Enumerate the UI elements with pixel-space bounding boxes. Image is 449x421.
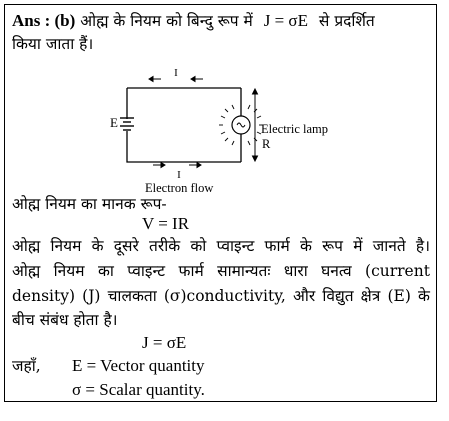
word: में (353, 237, 363, 255)
word: जानते (372, 237, 406, 255)
word: के (300, 237, 312, 255)
word: का (97, 262, 114, 280)
word: (J) (82, 287, 101, 305)
e-definition: E = Vector quantity (72, 356, 205, 375)
battery-icon (120, 118, 134, 131)
standard-formula: V = IR (142, 214, 190, 233)
word: के (418, 287, 430, 305)
word: (σ)conductivity, (163, 287, 286, 305)
circuit-wire (127, 88, 241, 162)
word: के (91, 237, 104, 255)
word: (current (365, 262, 430, 280)
word: दूसरे (113, 237, 139, 255)
word: density) (12, 287, 76, 305)
word: सामान्यतः (217, 262, 271, 280)
word: है। (415, 237, 430, 255)
word: प्वाइन्ट (216, 237, 255, 255)
word: (E) (387, 287, 411, 305)
word: ओह्म (12, 262, 41, 280)
standard-heading: ओह्म नियम का मानक रूप- (12, 195, 167, 213)
emf-label: E (110, 115, 118, 130)
word: धारा (283, 262, 308, 280)
diagram-caption: Electron flow (145, 181, 214, 195)
word: नियम (53, 262, 85, 280)
current-label-bottom: I (177, 169, 181, 181)
where-label: जहाँ, (12, 357, 41, 375)
word: फार्म (264, 237, 290, 255)
word: और (292, 287, 316, 305)
lamp-label: Electric lamp (261, 122, 328, 136)
current-label-top: I (174, 67, 178, 79)
paragraph-line-3 (12, 287, 430, 305)
word: रूप (322, 237, 343, 255)
word: फार्म (178, 262, 204, 280)
sigma-definition: σ = Scalar quantity. (72, 380, 205, 399)
resistance-bracket (253, 89, 258, 161)
word: को (190, 237, 207, 255)
resistance-label: R (262, 137, 271, 151)
answer-line-1 (12, 12, 375, 30)
word: प्वाइन्ट (127, 262, 166, 280)
answer-box (4, 4, 437, 402)
word: घनत्व (321, 262, 352, 280)
word: चालकता (107, 287, 157, 305)
answer-prefix: Ans : (b) (12, 11, 76, 30)
lamp-icon (219, 88, 263, 162)
answer-suffix: से प्रदर्शित (318, 12, 375, 30)
circuit-diagram (105, 55, 345, 195)
word: ओह्म (12, 237, 41, 255)
word: विद्युत (322, 287, 354, 305)
answer-text: ओह्म के नियम को बिन्दु रूप में (80, 12, 253, 30)
word: नियम (50, 237, 82, 255)
paragraph-line-4: बीच संबंध होता है। (12, 311, 118, 329)
current-arrow-bottom (153, 163, 201, 168)
point-form-formula-inline: J = σE (263, 11, 308, 30)
point-form-formula: J = σE (142, 333, 187, 352)
word: तरीके (149, 237, 181, 255)
word: क्षेत्र (360, 287, 381, 305)
answer-line-2: किया जाता हैं। (12, 35, 94, 53)
paragraph-line-2 (12, 262, 430, 280)
paragraph-line-1 (12, 237, 430, 255)
